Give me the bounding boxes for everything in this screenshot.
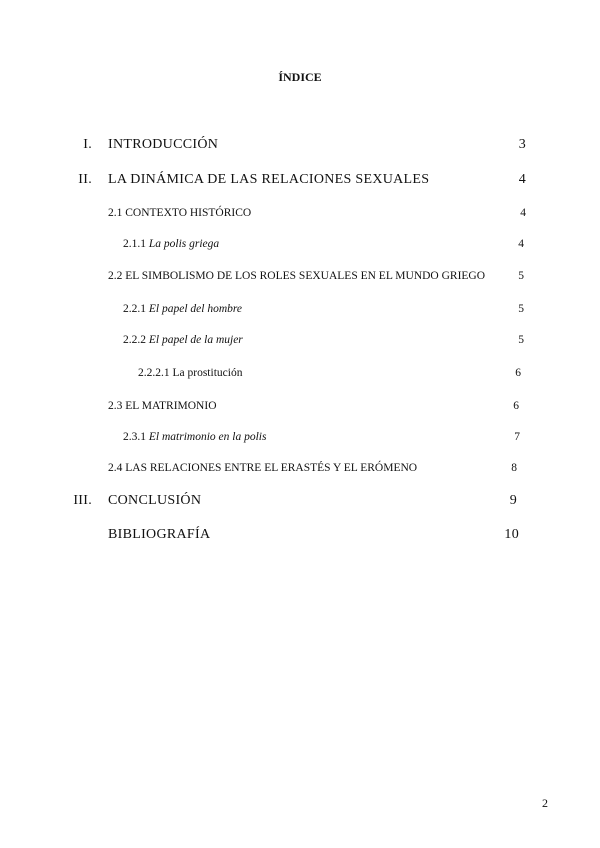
- toc-page: 4: [518, 238, 524, 250]
- toc-entry[interactable]: [0, 491, 600, 511]
- toc-entry[interactable]: [0, 458, 600, 478]
- toc-entry[interactable]: [0, 135, 600, 155]
- toc-number: 2.3: [108, 400, 123, 412]
- toc-label-text: La prostitución: [172, 367, 243, 379]
- toc-label: [108, 458, 417, 478]
- toc-number: II.: [78, 172, 92, 187]
- toc-label: INTRODUCCIÓN: [108, 137, 219, 152]
- toc-page: 5: [518, 270, 524, 282]
- toc-label-text: EL SIMBOLISMO DE LOS ROLES SEXUALES EN EL MUNDO GRIEGO: [125, 270, 486, 282]
- toc-page: 7: [514, 431, 520, 443]
- toc-page: 9: [509, 493, 517, 508]
- toc-entry[interactable]: [0, 299, 600, 319]
- toc-page: 3: [518, 137, 526, 152]
- toc-entry[interactable]: [0, 525, 600, 545]
- toc-entry[interactable]: [0, 266, 600, 286]
- toc-number: III.: [73, 493, 92, 508]
- toc-label-text: El papel del hombre: [148, 303, 243, 315]
- index-title: ÍNDICE: [278, 70, 322, 84]
- toc-page: 4: [518, 172, 526, 187]
- toc-entry[interactable]: [0, 363, 600, 383]
- toc-page: 6: [515, 367, 521, 379]
- toc-entry[interactable]: [0, 330, 600, 350]
- toc-page: 5: [518, 303, 524, 315]
- toc-number: 2.2.2.1: [138, 367, 170, 379]
- toc-entry[interactable]: [0, 396, 600, 416]
- toc-label: BIBLIOGRAFÍA: [108, 527, 211, 542]
- toc-number: 2.2: [108, 270, 123, 282]
- toc-number: 2.1: [108, 207, 123, 219]
- toc-page: 8: [511, 462, 517, 474]
- toc-label-text: EL MATRIMONIO: [125, 400, 217, 412]
- toc-page: 5: [518, 334, 524, 346]
- toc-label: [123, 234, 219, 254]
- toc-label: [138, 363, 242, 383]
- toc-page: 4: [520, 207, 526, 219]
- toc-label: [123, 330, 243, 350]
- toc-label: LA DINÁMICA DE LAS RELACIONES SEXUALES: [108, 172, 430, 187]
- toc-label-text: La polis griega: [148, 238, 220, 250]
- toc-page: 6: [513, 400, 519, 412]
- toc-label-text: CONTEXTO HISTÓRICO: [125, 207, 252, 219]
- toc-label: CONCLUSIÓN: [108, 493, 202, 508]
- toc-entry[interactable]: [0, 427, 600, 447]
- toc-label-text: LAS RELACIONES ENTRE EL ERASTÉS Y EL ERÓMENO: [125, 462, 418, 474]
- toc-number: 2.1.1: [123, 238, 146, 250]
- toc-entry[interactable]: [0, 203, 600, 223]
- toc-label-text: El papel de la mujer: [148, 334, 243, 346]
- page-number: 2: [542, 796, 548, 810]
- toc-label: [108, 396, 217, 416]
- toc-entry[interactable]: [0, 170, 600, 190]
- toc-number: 2.2.2: [123, 334, 146, 346]
- toc-number: I.: [83, 137, 92, 152]
- toc-number: 2.4: [108, 462, 123, 474]
- toc-entry[interactable]: [0, 234, 600, 254]
- toc-label-text: El matrimonio en la polis: [148, 431, 267, 443]
- toc-number: 2.3.1: [123, 431, 146, 443]
- toc-label: [123, 299, 242, 319]
- toc-label: [108, 266, 485, 286]
- toc-label: [123, 427, 266, 447]
- toc-number: 2.2.1: [123, 303, 146, 315]
- toc-label: [108, 203, 251, 223]
- toc-page: 10: [504, 527, 519, 542]
